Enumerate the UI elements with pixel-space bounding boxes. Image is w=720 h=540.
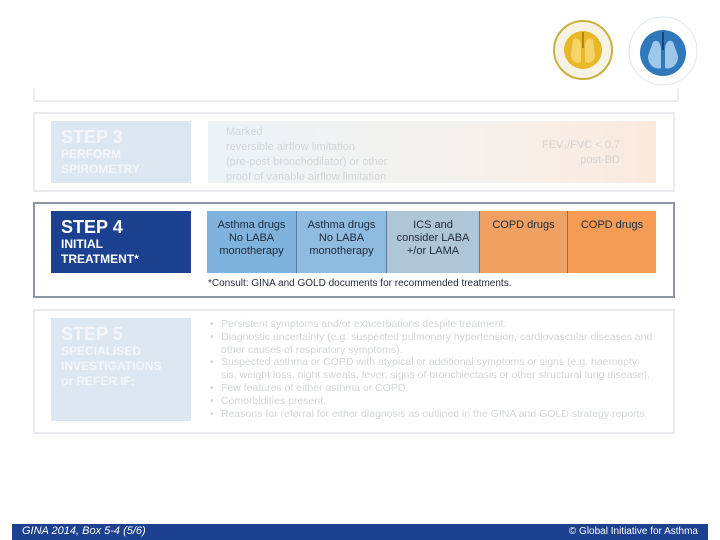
treatment-row — [207, 211, 656, 273]
step3-reversible-text — [226, 125, 387, 185]
cell-line: Asthma drugs — [217, 219, 286, 231]
text-line: post-BD — [580, 154, 620, 166]
step3-subtitle-line: PERFORM — [61, 147, 121, 161]
text-line: (pre-post bronchodilator) or other — [226, 156, 388, 168]
text-line: reversible airflow limitation — [226, 141, 355, 153]
step4-label — [51, 211, 191, 273]
text-line: other causes of respiratory symptoms). — [221, 343, 403, 356]
step3-title: STEP 3 — [61, 127, 123, 147]
cell-line: Asthma drugs — [307, 219, 376, 231]
cell-line: COPD drugs — [492, 219, 555, 231]
consult-note: *Consult: GINA and GOLD documents for recommended treatments. — [208, 278, 512, 289]
cell-line: consider LABA — [396, 232, 470, 244]
step5-label — [51, 318, 191, 421]
list-item — [210, 331, 662, 357]
cell-line: COPD drugs — [580, 219, 644, 231]
list-item — [210, 395, 662, 408]
treatment-cell-copd — [480, 211, 568, 273]
footer-copyright: © Global Initiative for Asthma — [568, 526, 698, 537]
step5-panel — [33, 309, 675, 434]
list-item — [210, 356, 662, 382]
text-line: • Diagnostic uncertainty (e.g. suspected pulmonary hypertension, cardiovascular diseases and — [221, 330, 653, 343]
step4-subtitle-line: TREATMENT* — [61, 252, 139, 266]
cell-line: monotherapy — [219, 245, 284, 257]
treatment-cell-overlap — [387, 211, 480, 273]
footer-source: GINA 2014, Box 5-4 (5/6) — [22, 525, 146, 537]
list-item — [210, 382, 662, 395]
treatment-cell-copd — [568, 211, 656, 273]
cell-line: No LABA — [228, 232, 275, 244]
step3-criteria — [208, 121, 656, 183]
step4-panel — [33, 202, 675, 298]
text-line: • Suspected asthma or COPD with atypical or additional symptoms or signs (e.g. haemopty- — [221, 356, 641, 369]
step3-fev-text — [542, 138, 620, 168]
treatment-cell-asthma — [297, 211, 387, 273]
step5-subtitle-line: SPECIALISED — [61, 344, 142, 358]
footer-bar — [12, 524, 708, 540]
step5-title: STEP 5 — [61, 324, 123, 344]
gold-logo — [551, 18, 615, 82]
text-line: • Comorbidities present. — [221, 394, 327, 407]
text-line: sis, weight loss, night sweats, fever, signs of bronchiectasis or other structural lung disease). — [221, 369, 650, 382]
step3-subtitle-line: SPIROMETRY — [61, 162, 140, 176]
referral-criteria-list — [210, 318, 662, 420]
cell-line: ICS and — [413, 219, 453, 231]
gina-logo — [626, 14, 700, 88]
text-line: proof of variable airflow limitation — [226, 171, 387, 183]
step3-label — [51, 121, 191, 183]
step4-subtitle-line: INITIAL — [61, 237, 103, 251]
list-item — [210, 318, 662, 331]
text-line: Marked — [226, 126, 263, 138]
treatment-cell-asthma — [207, 211, 297, 273]
cell-line: No LABA — [318, 232, 365, 244]
list-item — [210, 408, 662, 421]
text-line: • Reasons for referral for either diagnosis as outlined in the GINA and GOLD strategy reports. — [221, 407, 648, 420]
step3-panel — [33, 112, 675, 192]
previous-step-frame — [33, 88, 679, 102]
text-line: FEV₁/FVC < 0.7 — [542, 139, 620, 151]
text-line: • Persistent symptoms and/or exacerbations despite treatment. — [221, 318, 507, 330]
step5-subtitle-line: INVESTIGATIONS — [61, 359, 162, 373]
cell-line: monotherapy — [309, 245, 374, 257]
step5-subtitle-line: or REFER IF: — [61, 374, 135, 388]
step4-title: STEP 4 — [61, 217, 123, 237]
text-line: • Few features of either asthma or COPD. — [221, 381, 409, 394]
cell-line: +/or LAMA — [406, 245, 460, 257]
